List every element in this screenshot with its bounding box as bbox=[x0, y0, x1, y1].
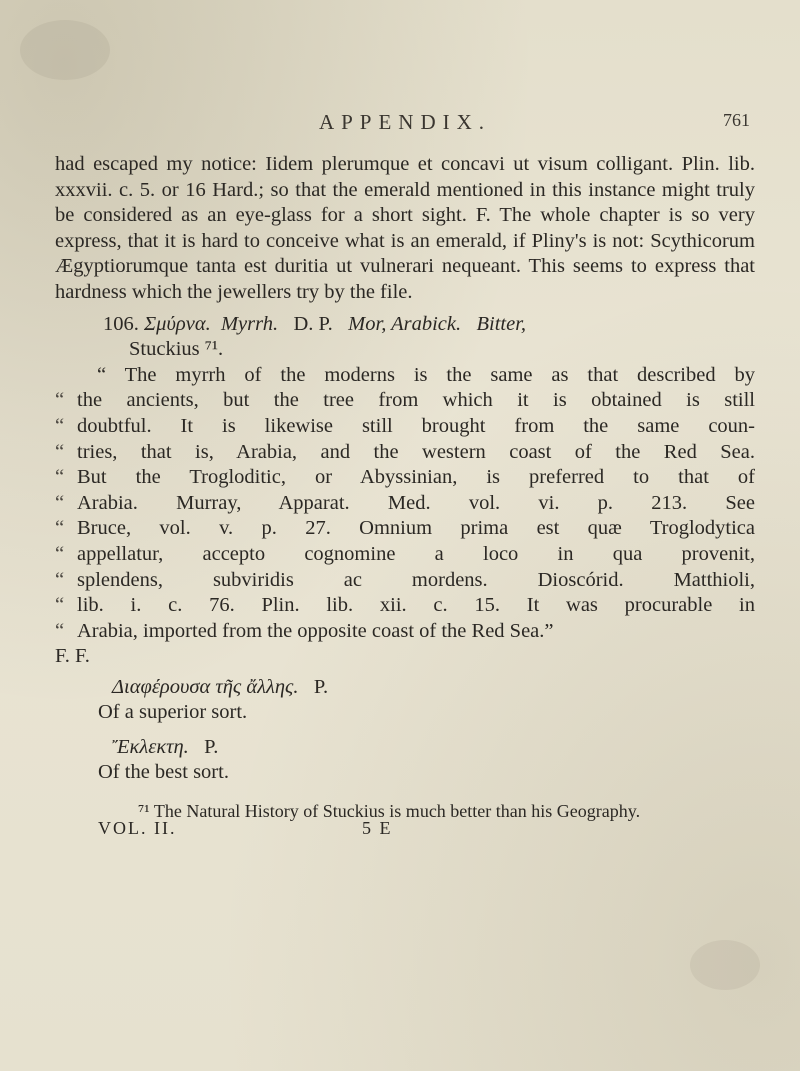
quote-mark: “ bbox=[55, 466, 65, 489]
quote-mark: “ bbox=[55, 619, 65, 642]
entry-heading bbox=[55, 312, 755, 338]
quote-mark: “ bbox=[55, 414, 65, 437]
quote-line bbox=[55, 568, 755, 594]
paper-stain bbox=[20, 20, 110, 80]
quote-line bbox=[55, 542, 755, 568]
quote-mark: “ bbox=[55, 491, 65, 514]
quote-line bbox=[55, 593, 755, 619]
quote-text: doubtful. It is likewise still brought from the same coun- bbox=[77, 414, 755, 437]
quote-line bbox=[55, 440, 755, 466]
greek-entry bbox=[98, 735, 698, 760]
quote-mark: “ bbox=[55, 440, 65, 463]
quote-mark: “ bbox=[55, 517, 65, 540]
quotation bbox=[55, 363, 755, 645]
quote-text: Arabia. Murray, Apparat. Med. vol. vi. p. 213. See bbox=[77, 491, 755, 514]
quote-text: tries, that is, Arabia, and the western coast of the Red Sea. bbox=[77, 440, 755, 463]
quote-line bbox=[55, 619, 755, 645]
greek-source: P. bbox=[313, 676, 329, 698]
entry-italic-note: Bitter, bbox=[476, 312, 527, 335]
greek-entries bbox=[98, 675, 698, 785]
quote-mark: “ bbox=[55, 389, 65, 412]
paper-stain bbox=[690, 940, 760, 990]
entry-source: D. P. bbox=[293, 312, 333, 335]
quote-line bbox=[55, 516, 755, 542]
quote-text: But the Trogloditic, or Abyssinian, is preferred to that of bbox=[77, 466, 755, 489]
quote-text: the ancients, but the tree from which it is obtained is still bbox=[77, 389, 755, 412]
quote-line bbox=[55, 388, 755, 414]
greek-gloss: Of the best sort. bbox=[98, 761, 229, 783]
footnote: ⁷¹ The Natural History of Stuckius is much better than his Geography. bbox=[138, 801, 641, 821]
entry-greek-term: Σμύρνα. bbox=[144, 312, 211, 335]
signature-line bbox=[98, 818, 498, 839]
quote-line bbox=[55, 491, 755, 517]
quote-mark: “ bbox=[55, 542, 65, 565]
quote-text: Arabia, imported from the opposite coast of the Red Sea.” bbox=[77, 619, 554, 642]
signature-mark: 5 E bbox=[362, 818, 393, 838]
entry-note: Mor, Arabick. bbox=[348, 312, 462, 335]
entry-subline: Stuckius ⁷¹. bbox=[129, 338, 224, 361]
opening-paragraph: had escaped my notice: Iidem plerumque et concavi ut visum colligant. Plin. lib. xxxvii. c. 5. or 16 Hard.; so that the emerald mentioned in this instance might truly be considered as an eye-glass for a short sight. F. The whole chapter is so very express, that it is hard to conceive what is an emerald, if Pliny's is not: Scythicorum Ægyptiorumque tanta est duritia ut vulnerari nequeant. This seems to express that hardness which the jewellers try by the file. bbox=[55, 153, 755, 303]
quote-mark: “ bbox=[55, 568, 65, 591]
main-text bbox=[55, 152, 755, 670]
quote-line bbox=[55, 465, 755, 491]
quote-text: appellatur, accepto cognomine a loco in qua provenit, bbox=[77, 542, 755, 565]
greek-gloss: Of a superior sort. bbox=[98, 701, 248, 723]
quote-text: Bruce, vol. v. p. 27. Omnium prima est quæ Troglodytica bbox=[77, 517, 755, 540]
page-header bbox=[60, 110, 750, 140]
quote-line bbox=[55, 414, 755, 440]
page-number: 761 bbox=[723, 110, 750, 130]
running-title: APPENDIX. bbox=[318, 110, 492, 134]
greek-source: P. bbox=[204, 736, 219, 758]
entry-number: 106. bbox=[103, 312, 139, 335]
greek-term: Ἔκλεκτη. bbox=[112, 736, 189, 758]
quote-mark: “ bbox=[55, 594, 65, 617]
author-signoff: F. F. bbox=[55, 645, 90, 668]
quote-line bbox=[55, 363, 755, 389]
quote-text: splendens, subviridis ac mordens. Dioscórid. Matthioli, bbox=[77, 568, 755, 591]
quote-text: lib. i. c. 76. Plin. lib. xii. c. 15. It was procurable in bbox=[77, 594, 755, 617]
greek-entry bbox=[98, 675, 698, 700]
greek-term: Διαφέρουσα τῆς ἄλλης. bbox=[112, 676, 299, 698]
volume-label: VOL. II. bbox=[98, 818, 177, 838]
quote-text: “ The myrrh of the moderns is the same as that described by bbox=[97, 363, 755, 386]
entry-english-term: Myrrh. bbox=[220, 312, 279, 335]
